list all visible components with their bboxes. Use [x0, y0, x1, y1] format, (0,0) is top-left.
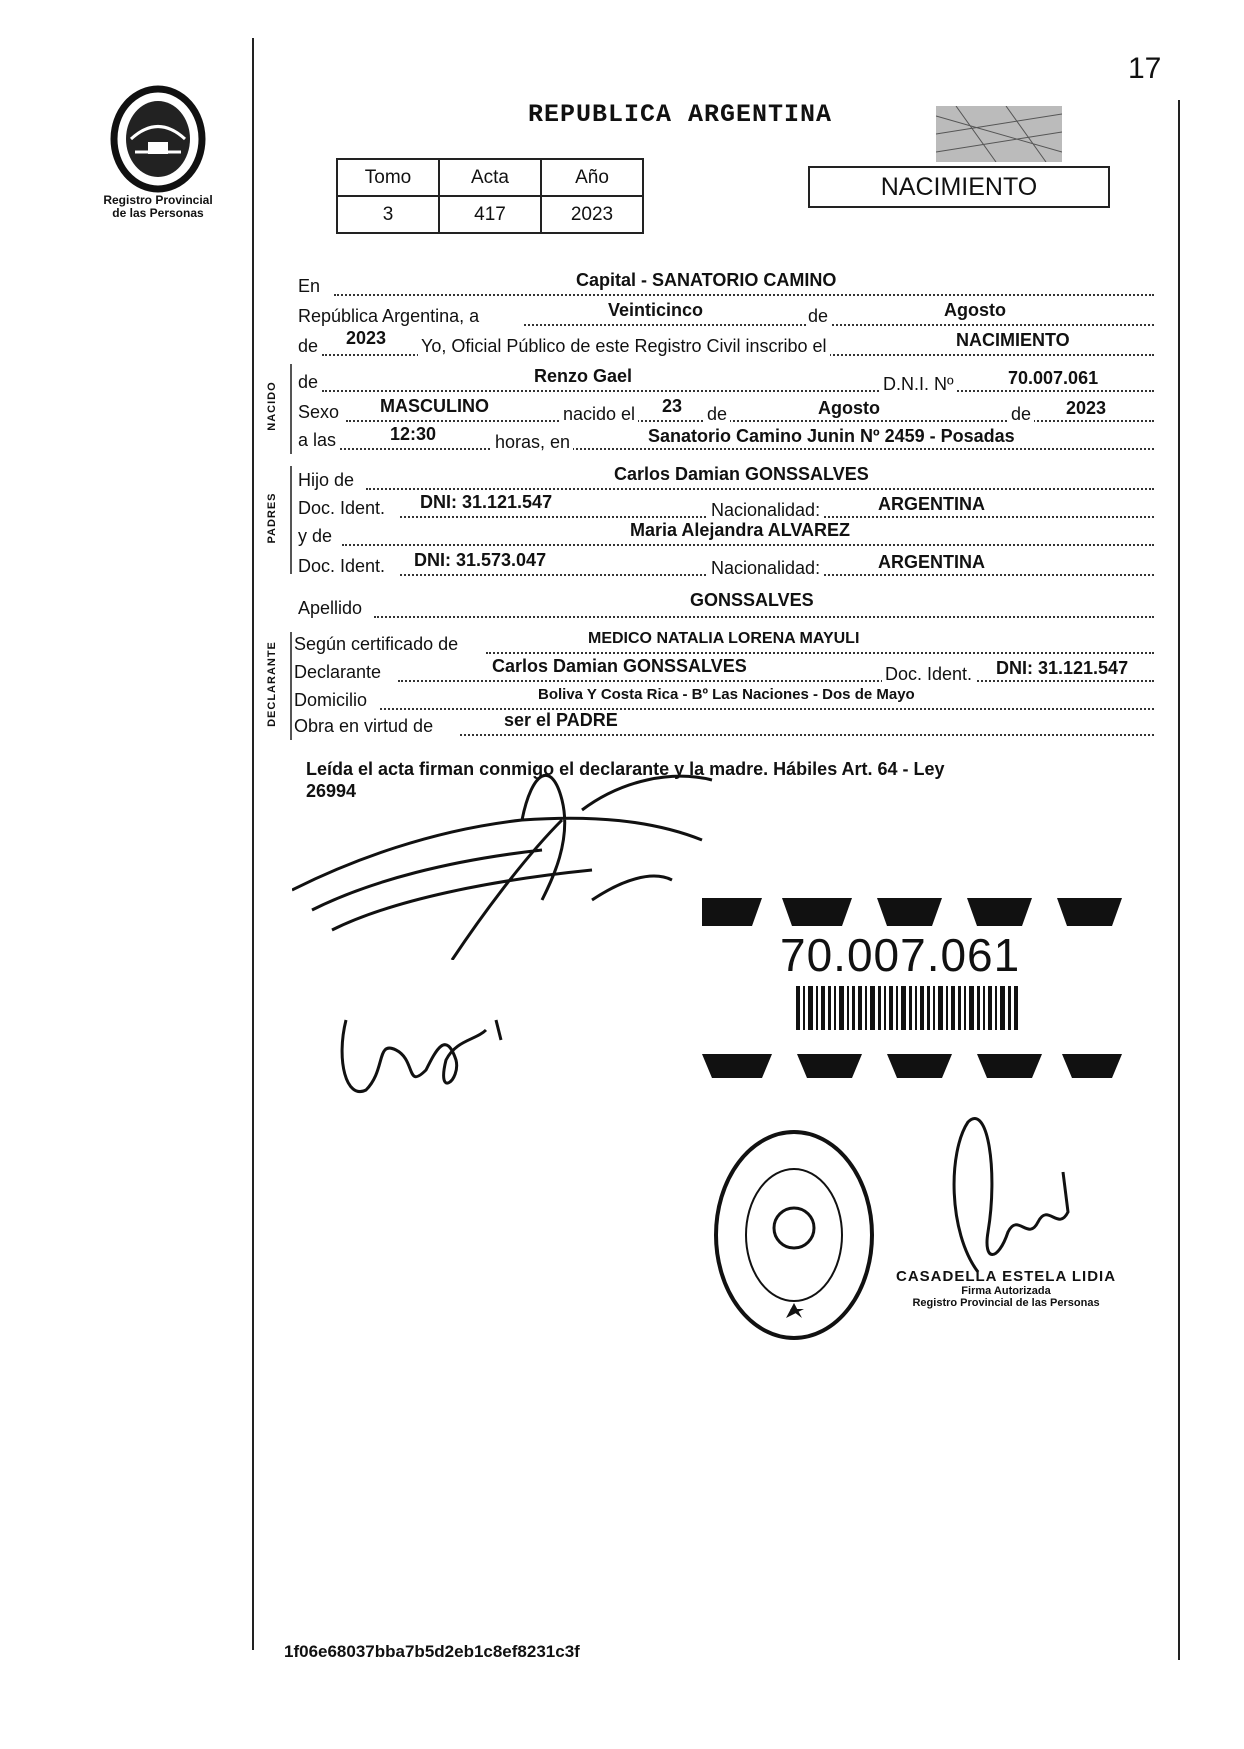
nacido-place: Sanatorio Camino Junin Nº 2459 - Posadas — [648, 426, 1015, 446]
obra-dots — [460, 734, 1154, 736]
domicilio-label: Domicilio — [294, 690, 368, 710]
declarante-bracket — [290, 632, 292, 740]
decl-dots — [398, 680, 1154, 682]
father-name: Carlos Damian GONSSALVES — [614, 464, 869, 484]
logo-caption-line2: de las Personas — [112, 206, 204, 220]
obra-label: Obra en virtud de — [294, 716, 434, 736]
republica-day: Veinticinco — [608, 300, 704, 320]
anio-value: 2023 — [541, 196, 643, 233]
provincial-logo — [88, 84, 228, 220]
mother-nat: ARGENTINA — [878, 552, 985, 572]
page-title: REPUBLICA ARGENTINA — [528, 100, 833, 129]
republica-label: República Argentina, a — [298, 306, 480, 326]
official-name: CASADELLA ESTELA LIDIA — [896, 1268, 1117, 1285]
father-nat-label: Nacionalidad: — [708, 500, 823, 521]
nacido-name: Renzo Gael — [534, 366, 633, 386]
father-doc-label: Doc. Ident. — [298, 498, 386, 518]
republica-dots — [524, 324, 1154, 326]
padres-bracket — [290, 466, 292, 574]
nacido-de2: de — [1008, 404, 1034, 425]
official-org: Registro Provincial de las Personas — [912, 1297, 1100, 1309]
logo-caption-line1: Registro Provincial — [103, 193, 213, 207]
nacido-time: 12:30 — [390, 424, 437, 444]
en-label: En — [298, 276, 321, 296]
declarante-side-label: DECLARANTE — [266, 641, 278, 727]
document-type-box: NACIMIENTO — [808, 166, 1110, 208]
apellido-label: Apellido — [298, 598, 363, 618]
republica-de: de — [808, 306, 829, 326]
page-number: 17 — [1128, 52, 1162, 85]
id-stamp-bottom-pattern-icon — [702, 1050, 1142, 1084]
year-value: 2023 — [346, 328, 387, 348]
padres-side-label: PADRES — [266, 492, 278, 544]
year-act: NACIMIENTO — [956, 330, 1070, 350]
sexo-value: MASCULINO — [380, 396, 489, 416]
nacido-el-label: nacido el — [560, 404, 638, 425]
mother-doc: DNI: 31.573.047 — [414, 550, 547, 570]
domicilio-dots — [380, 708, 1154, 710]
horas-label: horas, en — [492, 432, 573, 453]
mother-nat-label: Nacionalidad: — [708, 558, 823, 579]
reference-table — [336, 158, 644, 234]
declarant-signature — [292, 760, 742, 960]
nacido-de-label: de — [298, 372, 319, 392]
decl-value: Carlos Damian GONSSALVES — [492, 656, 747, 676]
acta-header: Acta — [439, 159, 541, 196]
father-nat: ARGENTINA — [878, 494, 985, 514]
nacido-day: 23 — [662, 396, 683, 416]
tomo-header: Tomo — [337, 159, 439, 196]
document-hash: 1f06e68037bba7b5d2eb1c8ef8231c3f — [284, 1642, 580, 1661]
official-role: Firma Autorizada — [961, 1285, 1051, 1297]
id-stamp-number: 70.007.061 — [780, 929, 1021, 981]
official-signature — [938, 1112, 1098, 1282]
mother-signature — [336, 1000, 506, 1110]
nacido-bracket — [290, 364, 292, 454]
hijo-dots — [366, 488, 1154, 490]
nacido-side-label: NACIDO — [266, 381, 278, 431]
security-hologram-icon — [936, 106, 1062, 162]
nacido-month: Agosto — [818, 398, 880, 418]
decl-doc: DNI: 31.121.547 — [996, 658, 1129, 678]
nacido-year: 2023 — [1066, 398, 1107, 418]
closing-line2: 26994 — [306, 781, 357, 801]
alas-label: a las — [298, 430, 337, 450]
nacido-dni: 70.007.061 — [1008, 368, 1099, 388]
year-de: de — [298, 336, 319, 356]
barcode-icon — [796, 986, 1022, 1030]
en-dots — [334, 294, 1154, 296]
tomo-value: 3 — [337, 196, 439, 233]
decl-label: Declarante — [294, 662, 382, 682]
sexo-label: Sexo — [298, 402, 340, 422]
hijo-label: Hijo de — [298, 470, 355, 490]
mother-doc-label: Doc. Ident. — [298, 556, 386, 576]
closing-line1: Leída el acta firman conmigo el declarante y la madre. Hábiles Art. 64 - Ley — [306, 759, 945, 779]
registry-seal-icon — [712, 1128, 876, 1342]
misiones-crest-icon — [103, 84, 213, 194]
decl-doc-label: Doc. Ident. — [882, 664, 975, 685]
cert-value: MEDICO NATALIA LORENA MAYULI — [588, 630, 860, 647]
en-value: Capital - SANATORIO CAMINO — [576, 270, 837, 290]
official-block — [896, 1268, 1116, 1309]
nacido-name-dots — [322, 390, 1154, 392]
nacido-de1: de — [704, 404, 730, 425]
right-margin-line — [1178, 100, 1180, 1660]
anio-header: Año — [541, 159, 643, 196]
alas-dots — [340, 448, 1154, 450]
yde-label: y de — [298, 526, 333, 546]
apellido-value: GONSSALVES — [690, 590, 814, 610]
mother-name: Maria Alejandra ALVAREZ — [630, 520, 851, 540]
father-doc: DNI: 31.121.547 — [420, 492, 553, 512]
obra-value: ser el PADRE — [504, 710, 618, 730]
yde-dots — [342, 544, 1154, 546]
republica-month: Agosto — [944, 300, 1006, 320]
acta-value: 417 — [439, 196, 541, 233]
dni-label: D.N.I. Nº — [880, 374, 957, 395]
apellido-dots — [374, 616, 1154, 618]
left-margin-line — [252, 38, 254, 1650]
cert-dots — [486, 652, 1154, 654]
domicilio-value: Boliva Y Costa Rica - Bº Las Naciones - Dos de Mayo — [538, 686, 915, 703]
year-text: Yo, Oficial Público de este Registro Civil inscribo el — [418, 336, 830, 357]
cert-label: Según certificado de — [294, 634, 459, 654]
